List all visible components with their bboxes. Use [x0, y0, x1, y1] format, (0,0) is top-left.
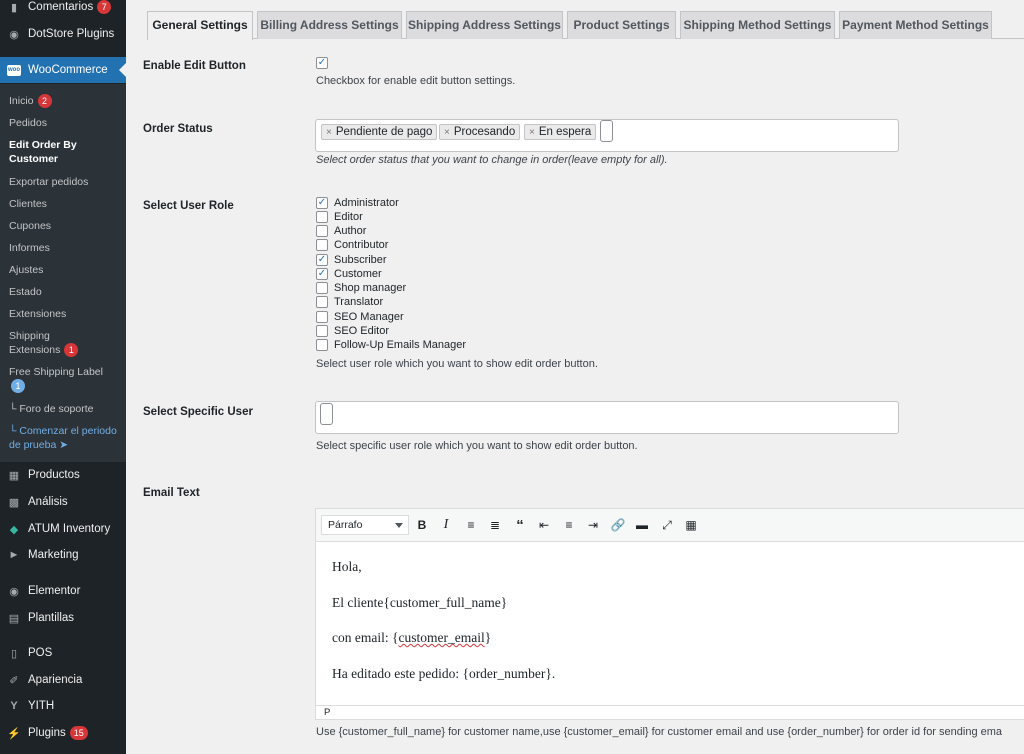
count-badge: 7 — [97, 0, 111, 14]
dotstore-icon: ◉ — [9, 28, 19, 41]
role-seo-editor[interactable] — [316, 324, 389, 338]
role-checkbox[interactable] — [316, 268, 328, 280]
submenu-free-shipping-label[interactable] — [9, 365, 121, 393]
status-chip[interactable] — [321, 124, 437, 140]
email-text-label: Email Text — [143, 487, 200, 499]
tab-shipping-address-settings[interactable]: Shipping Address Settings — [406, 11, 563, 39]
menu-label: Marketing — [28, 549, 79, 561]
role-label: SEO Manager — [334, 311, 404, 323]
role-label: Subscriber — [334, 254, 387, 266]
menu-atum-inventory[interactable] — [0, 516, 126, 542]
menu-productos[interactable] — [0, 462, 126, 488]
chip-label: Pendiente de pago — [335, 126, 433, 138]
italic-icon[interactable]: I — [443, 517, 449, 532]
role-checkbox[interactable] — [316, 296, 328, 308]
role-editor[interactable] — [316, 210, 363, 224]
role-follow-up-emails-manager[interactable] — [316, 338, 466, 352]
menu-analisis[interactable] — [0, 489, 126, 515]
bold-icon[interactable]: B — [417, 518, 427, 532]
menu-label: Elementor — [28, 585, 81, 597]
tab-product-settings[interactable]: Product Settings — [567, 11, 676, 39]
submenu-extensiones[interactable]: Extensiones — [9, 308, 67, 320]
user-role-description: Select user role which you want to show edit order button. — [316, 358, 598, 370]
submenu-label: Free Shipping Label — [9, 366, 103, 378]
submenu-edit-order-by-customer[interactable]: Edit Order By Customer — [9, 139, 77, 165]
menu-label: POS — [28, 647, 53, 659]
menu-label: YITH — [28, 700, 55, 712]
menu-label: Comentarios — [28, 1, 94, 13]
role-checkbox[interactable] — [316, 211, 328, 223]
atum-icon: ◆ — [9, 523, 19, 536]
blockquote-icon[interactable]: “ — [516, 516, 524, 534]
yith-icon: Y — [10, 700, 18, 712]
order-status-label: Order Status — [143, 123, 213, 135]
read-more-icon[interactable]: ▬ — [636, 518, 648, 532]
count-badge: 1 — [11, 379, 25, 393]
editor-toolbar — [316, 509, 1024, 542]
submenu-inicio[interactable] — [9, 94, 121, 108]
role-checkbox[interactable] — [316, 325, 328, 337]
menu-label: Plugins — [28, 727, 66, 739]
role-checkbox[interactable] — [316, 311, 328, 323]
email-text-editor — [315, 508, 1024, 720]
tab-general-settings[interactable]: General Settings — [147, 11, 253, 40]
submenu-pedidos[interactable]: Pedidos — [9, 117, 47, 129]
checkmark-icon: ✓ — [317, 268, 327, 279]
submenu-clientes[interactable]: Clientes — [9, 198, 47, 210]
comment-icon: ▮ — [10, 1, 18, 14]
enable-edit-checkbox[interactable] — [316, 57, 328, 69]
chevron-down-icon — [395, 523, 403, 528]
checkmark-icon: ✓ — [317, 57, 327, 68]
editor-path-bar: P — [316, 705, 1024, 719]
role-checkbox[interactable] — [316, 197, 328, 209]
role-checkbox[interactable] — [316, 239, 328, 251]
products-icon: ▦ — [8, 469, 20, 482]
submenu-foro-de-soporte[interactable]: └ Foro de soporte — [9, 403, 94, 415]
align-left-icon[interactable]: ⇤ — [538, 518, 550, 532]
status-chip[interactable] — [439, 124, 520, 140]
admin-sidebar — [0, 0, 126, 754]
brush-icon: ✐ — [9, 674, 19, 687]
role-label: Follow-Up Emails Manager — [334, 339, 467, 351]
specific-user-search-input[interactable] — [320, 403, 333, 425]
role-label: Contributor — [334, 239, 389, 251]
specific-user-description: Select specific user role which you want to show edit order button. — [316, 440, 638, 452]
role-contributor[interactable] — [316, 238, 388, 252]
menu-label: WooCommerce — [28, 64, 108, 76]
menu-label: Análisis — [28, 496, 68, 508]
editor-paragraph: El cliente{customer_full_name} — [332, 595, 508, 610]
submenu-estado[interactable]: Estado — [9, 286, 42, 298]
count-badge: 15 — [70, 726, 88, 740]
woocommerce-submenu — [0, 84, 126, 462]
menu-label: Plantillas — [28, 612, 75, 624]
menu-yith[interactable] — [0, 693, 126, 719]
remove-icon[interactable]: × — [326, 127, 332, 138]
menu-label: Apariencia — [28, 674, 83, 686]
pos-icon: ▯ — [10, 647, 18, 660]
order-status-select[interactable] — [315, 119, 899, 152]
woo-icon: woo — [7, 63, 21, 77]
role-label: Author — [334, 225, 367, 237]
menu-plantillas[interactable] — [0, 605, 126, 631]
status-chip[interactable] — [524, 124, 596, 140]
format-select[interactable] — [321, 515, 409, 535]
role-customer[interactable] — [316, 267, 382, 281]
menu-comentarios[interactable] — [0, 0, 126, 20]
menu-apariencia[interactable] — [0, 667, 126, 693]
fullscreen-icon[interactable]: ⤢ — [662, 517, 672, 532]
tab-shipping-method-settings[interactable]: Shipping Method Settings — [680, 11, 835, 39]
tab-billing-address-settings[interactable]: Billing Address Settings — [257, 11, 402, 39]
remove-icon[interactable]: × — [444, 127, 450, 138]
megaphone-icon: ► — [8, 549, 20, 561]
bullet-list-icon[interactable]: ≡ — [467, 518, 475, 532]
menu-label: ATUM Inventory — [28, 523, 111, 535]
menu-pos[interactable] — [0, 640, 126, 666]
chip-label: En espera — [538, 126, 592, 138]
menu-label: Productos — [28, 469, 80, 481]
role-label: Shop manager — [334, 282, 407, 294]
role-label: Customer — [334, 268, 382, 280]
align-right-icon[interactable]: ⇥ — [587, 518, 599, 532]
menu-marketing[interactable] — [0, 542, 126, 568]
submenu-ajustes[interactable]: Ajustes — [9, 264, 44, 276]
role-seo-manager[interactable] — [316, 310, 404, 324]
chip-label: Procesando — [453, 126, 516, 138]
plugin-icon: ⚡ — [7, 727, 21, 740]
menu-woocommerce[interactable] — [0, 57, 126, 83]
toolbar-toggle-icon[interactable]: ▦ — [685, 518, 697, 532]
templates-icon: ▤ — [8, 612, 20, 625]
submenu-informes[interactable]: Informes — [9, 242, 50, 254]
editor-paragraph: Hola, — [332, 559, 362, 574]
role-translator[interactable] — [316, 295, 383, 309]
submenu-comenzar-prueba[interactable]: └ Comenzar el periodo de prueba ➤ — [9, 425, 117, 451]
role-checkbox[interactable] — [316, 225, 328, 237]
role-checkbox[interactable] — [316, 339, 328, 351]
role-label: Translator — [334, 296, 384, 308]
submenu-label: Inicio — [9, 95, 34, 107]
role-shop-manager[interactable] — [316, 281, 406, 295]
format-select-value: Párrafo — [328, 519, 363, 531]
submenu-exportar-pedidos[interactable]: Exportar pedidos — [9, 176, 89, 188]
role-checkbox[interactable] — [316, 254, 328, 266]
role-checkbox[interactable] — [316, 282, 328, 294]
count-badge: 1 — [64, 343, 78, 357]
editor-paragraph: con email: {customer_email} — [332, 630, 492, 645]
link-icon[interactable]: 🔗 — [610, 518, 626, 532]
enable-edit-description: Checkbox for enable edit button settings. — [316, 75, 516, 87]
user-role-label: Select User Role — [143, 200, 234, 212]
numbered-list-icon[interactable]: ≣ — [489, 518, 501, 532]
count-badge: 2 — [38, 94, 52, 108]
checkmark-icon: ✓ — [317, 197, 327, 208]
menu-elementor[interactable] — [0, 578, 126, 604]
editor-paragraph: Ha editado este pedido: {order_number}. — [332, 666, 556, 681]
role-label: SEO Editor — [334, 325, 390, 337]
role-author[interactable] — [316, 224, 366, 238]
role-administrator[interactable] — [316, 196, 399, 210]
align-center-icon[interactable]: ≡ — [565, 518, 573, 532]
role-label: Editor — [334, 211, 363, 223]
role-subscriber[interactable] — [316, 253, 387, 267]
tab-payment-method-settings[interactable]: Payment Method Settings — [839, 11, 992, 39]
submenu-cupones[interactable]: Cupones — [9, 220, 52, 232]
order-status-description: Select order status that you want to change in order(leave empty for all). — [316, 154, 668, 166]
checkmark-icon: ✓ — [317, 254, 327, 265]
menu-plugins[interactable] — [0, 720, 126, 746]
enable-edit-label: Enable Edit Button — [143, 60, 246, 72]
specific-user-select[interactable] — [315, 401, 899, 434]
specific-user-label: Select Specific User — [143, 406, 253, 418]
submenu-label: Shipping Extensions — [9, 330, 61, 356]
analytics-icon: ▩ — [8, 496, 20, 509]
status-search-input[interactable] — [600, 120, 613, 142]
role-label: Administrator — [334, 197, 399, 209]
remove-icon[interactable]: × — [529, 127, 535, 138]
misspelled-word: customer_email — [398, 630, 485, 645]
elementor-icon: ◉ — [9, 585, 19, 598]
menu-label: DotStore Plugins — [28, 28, 115, 40]
email-text-description: Use {customer_full_name} for customer name,use {customer_email} for customer email and use {order_number} for order id for sending ema — [316, 726, 1003, 738]
menu-dotstore-plugins[interactable] — [0, 21, 126, 47]
submenu-shipping-extensions[interactable] — [9, 329, 89, 357]
